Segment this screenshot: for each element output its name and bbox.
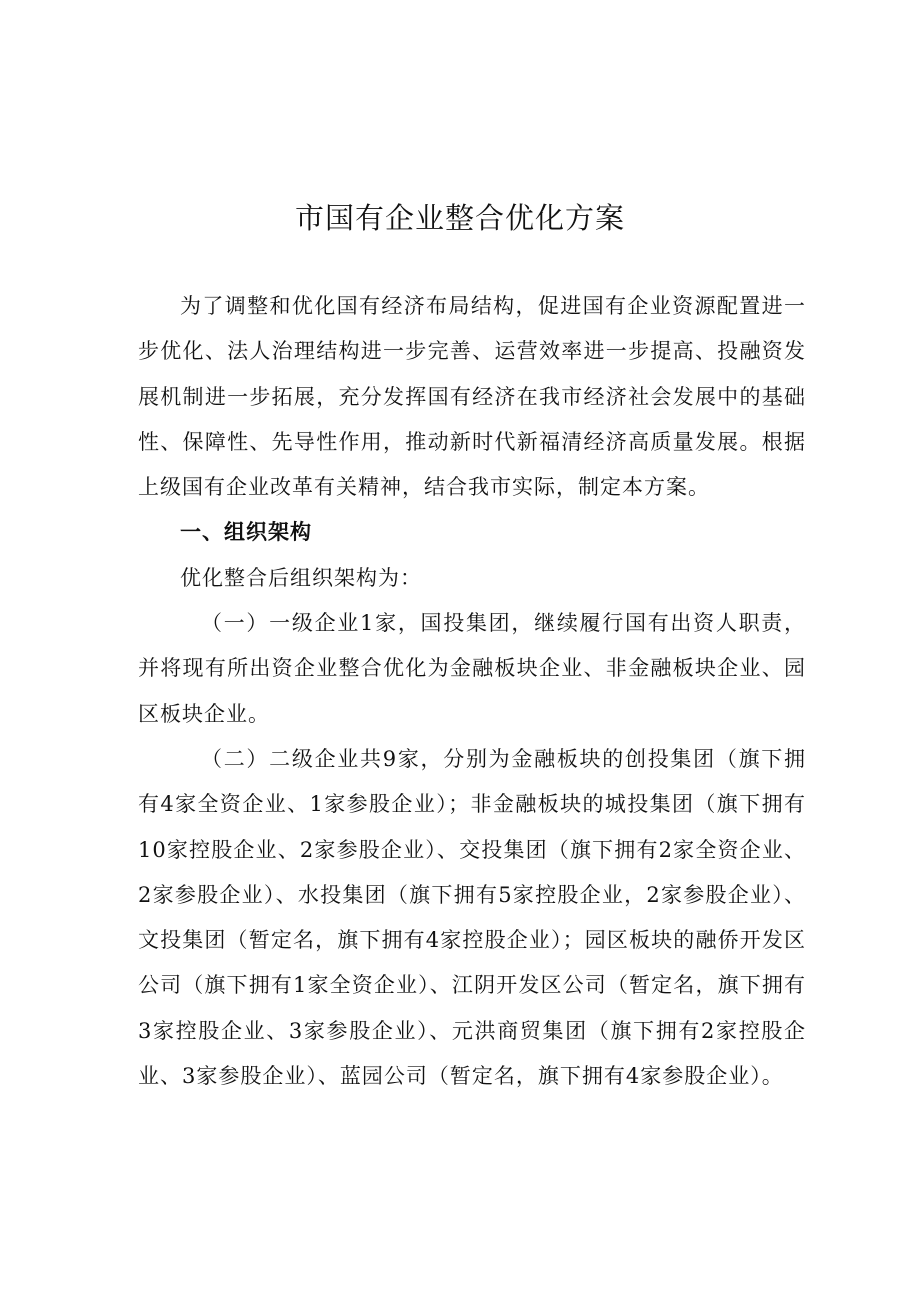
section-heading-org-structure: 一、组织架构 [180, 520, 312, 545]
org-structure-lead-paragraph: 优化整合后组织架构为： [180, 565, 422, 590]
intro-paragraph: 为了调整和优化国有经济布局结构，促进国有企业资源配置进一步优化、法人治理结构进一步完善、运营效率进一步提高、投融资发展机制进一步拓展，充分发挥国有经济在我市经济社会发展中的基础性、保障性、先导性作用，推动新时代新福清经济高质量发展。根据上级国有企业改革有关精神，结合我市实际，制定本方案。 [138, 294, 806, 500]
document-body [138, 284, 806, 1099]
first-level-enterprise-paragraph: （一）一级企业1家，国投集团，继续履行国有出资人职责，并将现有所出资企业整合优化为金融板块企业、非金融板块企业、园区板块企业。 [138, 611, 806, 726]
document-title: 市国有企业整合优化方案 [294, 201, 625, 235]
second-level-enterprise-paragraph: （二）二级企业共9家，分别为金融板块的创投集团（旗下拥有4家全资企业、1家参股企业）；非金融板块的城投集团（旗下拥有10家控股企业、2家参股企业）、交投集团（旗下拥有2家全资企业、2家参股企业）、水投集团（旗下拥有5家控股企业，2家参股企业）、文投集团（暂定名，旗下拥有4家控股企业）；园区板块的融侨开发区公司（旗下拥有1家全资企业）、江阴开发区公司（暂定名，旗下拥有3家控股企业、3家参股企业）、元洪商贸集团（旗下拥有2家控股企业、3家参股企业）、蓝园公司（暂定名，旗下拥有4家参股企业）。 [138, 746, 806, 1089]
